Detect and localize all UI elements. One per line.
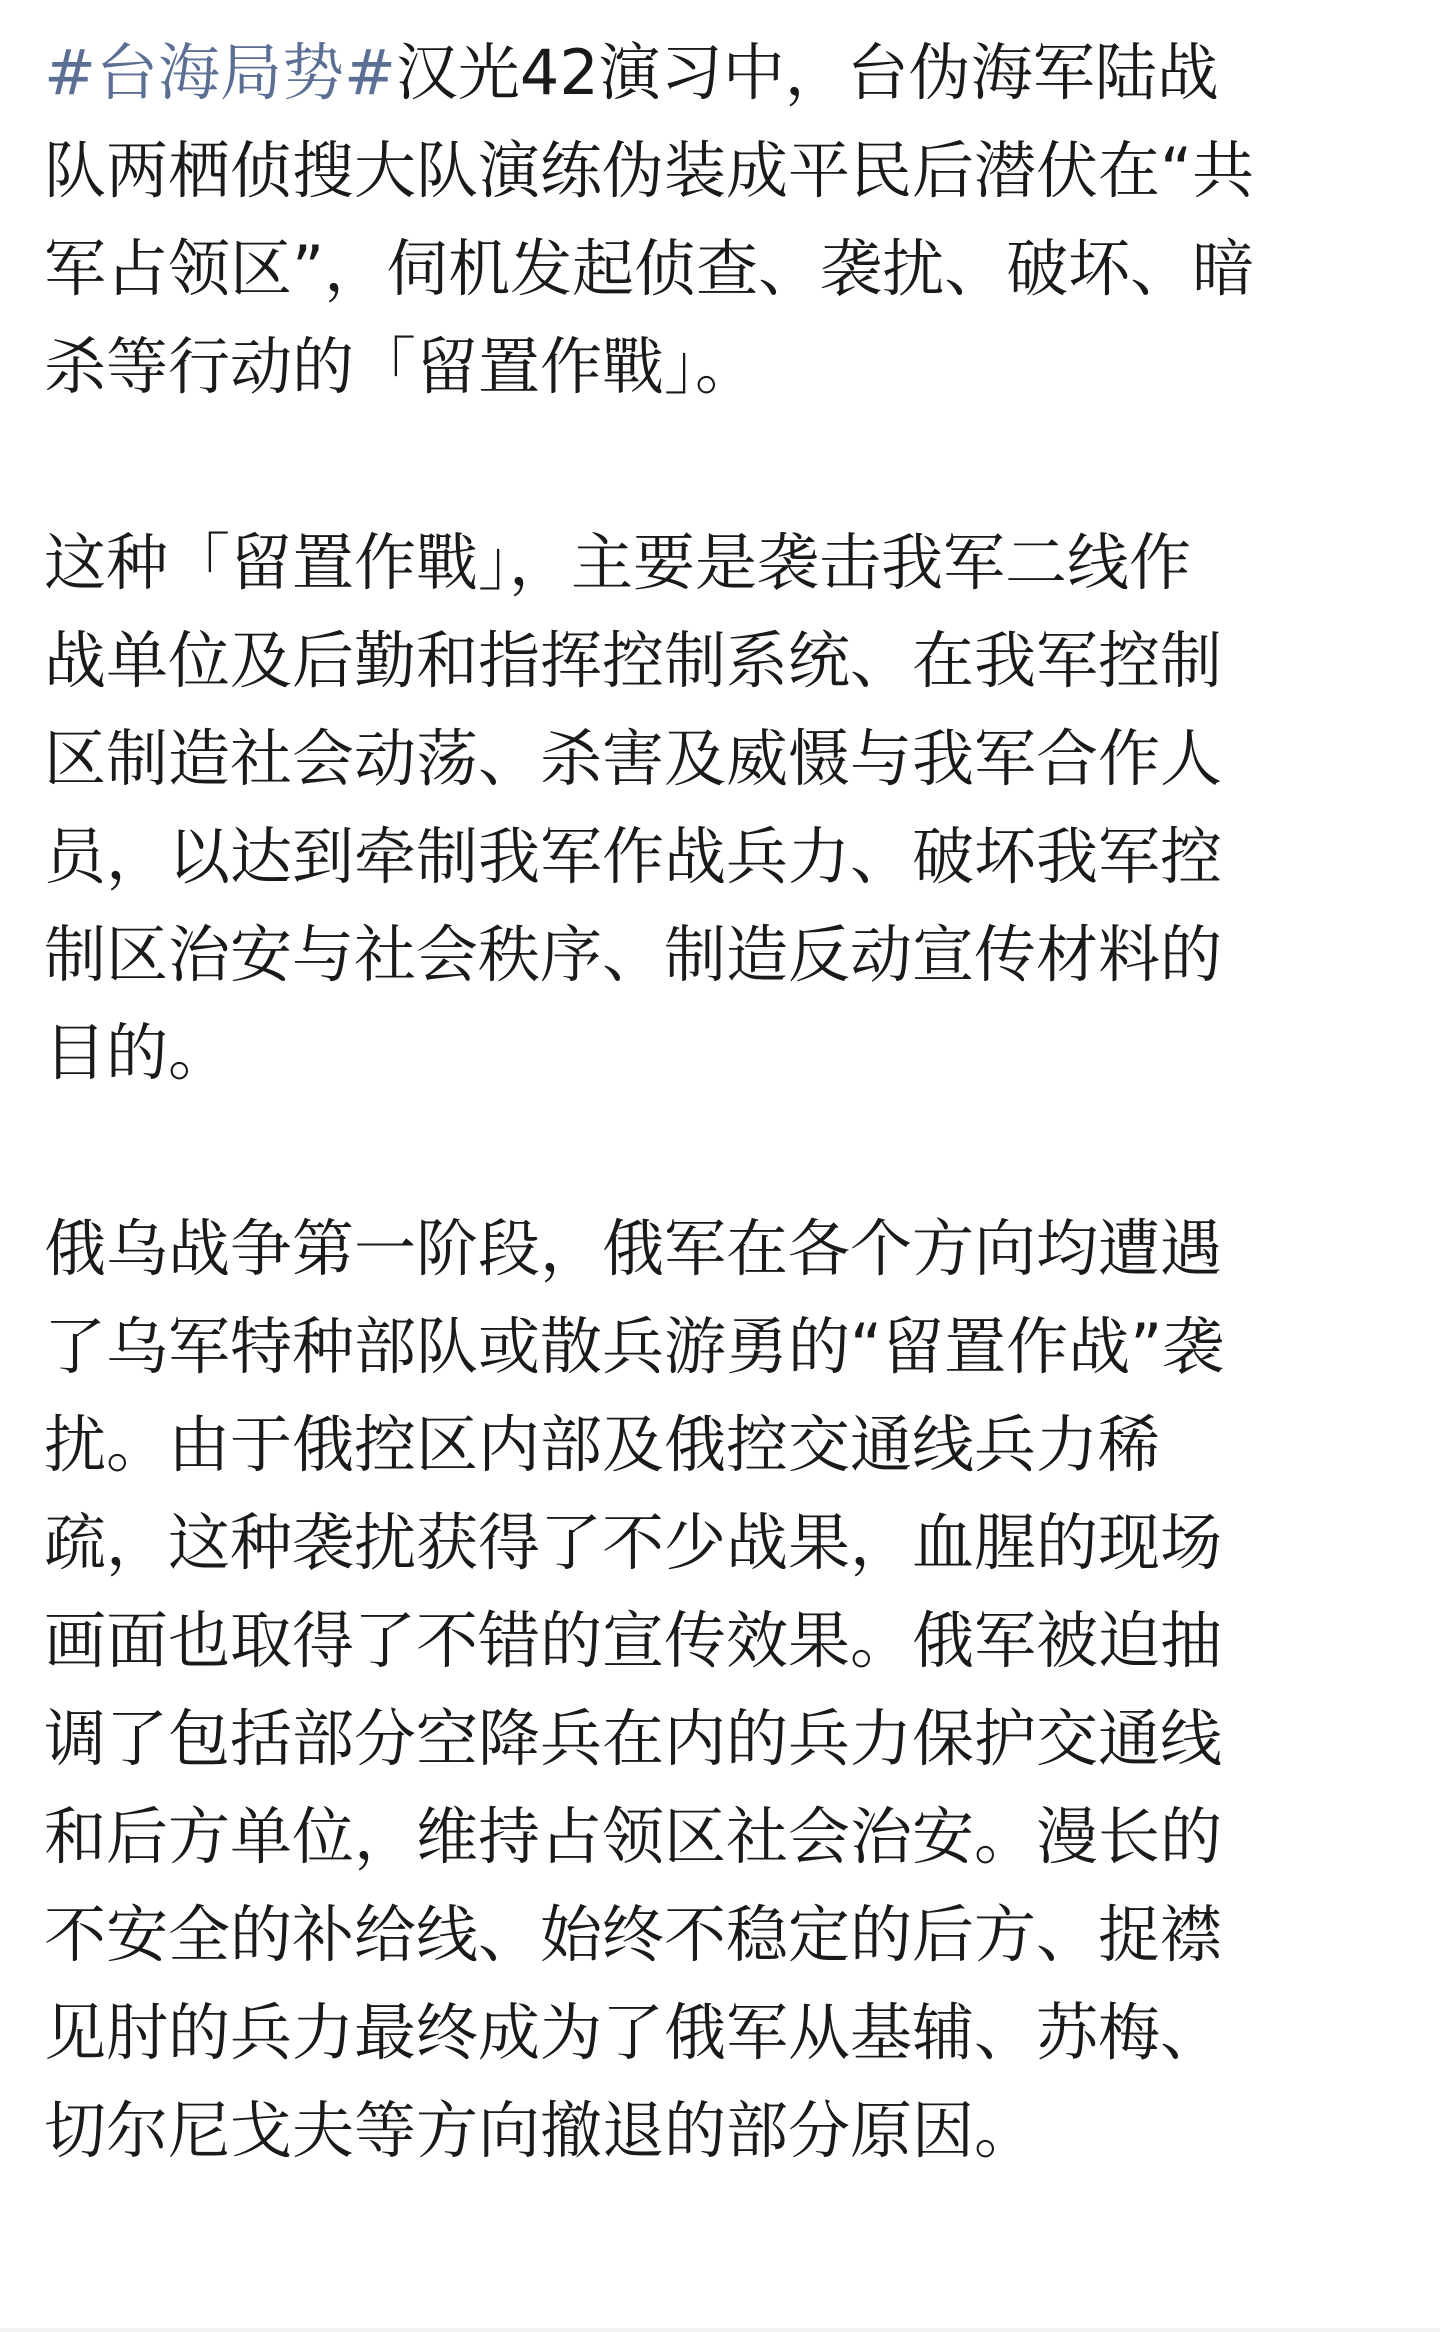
paragraph-line: 区制造社会动荡、杀害及威慑与我军合作人 xyxy=(44,722,1223,795)
paragraph-line: 战单位及后勤和指挥控制系统、在我军控制 xyxy=(44,624,1223,697)
paragraph-line: 俄乌战争第一阶段，俄军在各个方向均遭遇 xyxy=(44,1212,1223,1285)
paragraph-3 xyxy=(44,1200,1414,2180)
paragraph-text: 汉光42演习中，台伪海军陆战 xyxy=(395,36,1219,109)
paragraph-1 xyxy=(44,24,1414,416)
paragraph-line: 画面也取得了不错的宣传效果。俄军被迫抽 xyxy=(44,1604,1223,1677)
bottom-divider xyxy=(0,2328,1440,2332)
paragraph-line: 军占领区”，伺机发起侦查、袭扰、破坏、暗 xyxy=(44,232,1255,305)
paragraph-line: 不安全的补给线、始终不稳定的后方、捉襟 xyxy=(44,1898,1223,1971)
paragraph-line xyxy=(44,24,1414,122)
post-body xyxy=(44,24,1414,2278)
paragraph-line: 切尔尼戈夫等方向撤退的部分原因。 xyxy=(44,2094,1037,2167)
paragraph-line: 这种「留置作戰」，主要是袭击我军二线作 xyxy=(44,526,1192,599)
paragraph-2 xyxy=(44,514,1414,1102)
paragraph-line: 了乌军特种部队或散兵游勇的“留置作战”袭 xyxy=(44,1310,1225,1383)
paragraph-line: 疏，这种袭扰获得了不少战果，血腥的现场 xyxy=(44,1506,1223,1579)
paragraph-line: 见肘的兵力最终成为了俄军从基辅、苏梅、 xyxy=(44,1996,1223,2069)
paragraph-line: 和后方单位，维持占领区社会治安。漫长的 xyxy=(44,1800,1223,1873)
paragraph-line: 制区治安与社会秩序、制造反动宣传材料的 xyxy=(44,918,1223,991)
topic-hashtag-link[interactable]: #台海局势# xyxy=(44,36,396,109)
paragraph-line: 队两栖侦搜大队演练伪装成平民后潜伏在“共 xyxy=(44,134,1255,207)
paragraph-line: 员，以达到牵制我军作战兵力、破坏我军控 xyxy=(44,820,1223,893)
paragraph-line: 杀等行动的「留置作戰」。 xyxy=(44,330,758,403)
paragraph-line: 调了包括部分空降兵在内的兵力保护交通线 xyxy=(44,1702,1223,1775)
paragraph-line: 扰。由于俄控区内部及俄控交通线兵力稀 xyxy=(44,1408,1161,1481)
paragraph-line: 目的。 xyxy=(44,1016,231,1089)
